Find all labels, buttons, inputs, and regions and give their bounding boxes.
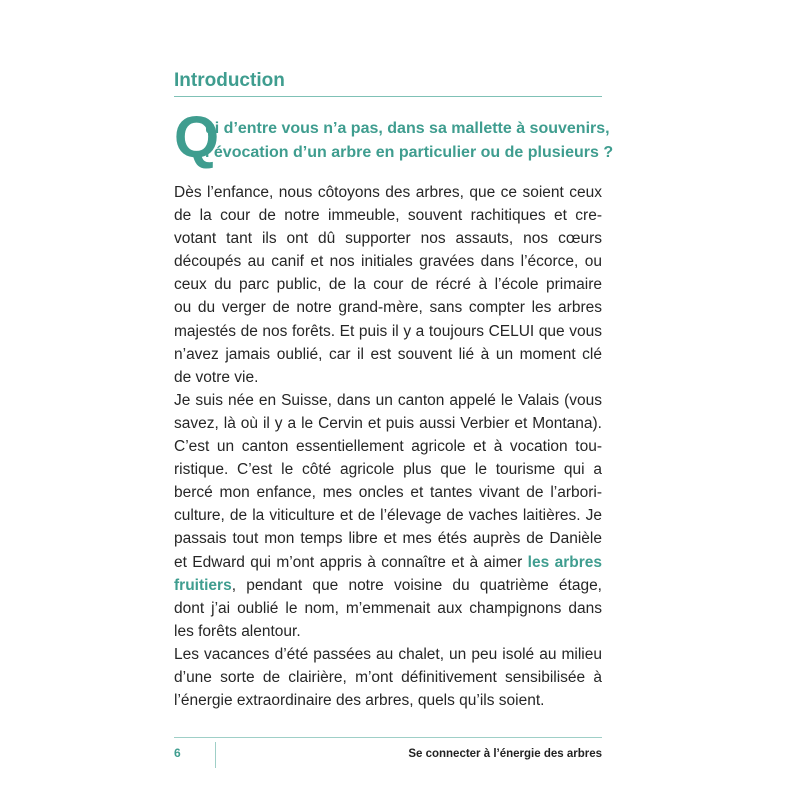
body-line: d’une sorte de clairière, m’ont définitivement sensibilisée à — [174, 668, 602, 686]
body-line: culture, de la viticulture et de l’élevage de vaches laitières. Je — [174, 507, 602, 525]
body-line-with-highlight — [174, 551, 602, 574]
body-text-fragment: , pendant que notre voisine du quatrième étage, — [231, 576, 602, 594]
footer-separator — [215, 742, 216, 768]
section-title: Introduction — [174, 70, 285, 91]
body-line: passais tout mon temps libre et mes étés auprès de Danièle — [174, 530, 602, 548]
page-number: 6 — [174, 746, 181, 760]
body-line: Dès l’enfance, nous côtoyons des arbres, que ce soient ceux — [174, 184, 602, 201]
lead-text — [205, 117, 615, 165]
body-line: dont j’ai oublié le nom, m’emmenait aux champignons dans — [174, 599, 602, 617]
running-title: Se connecter à l’énergie des arbres — [408, 748, 602, 760]
footer-rule — [174, 737, 602, 738]
body-line: de votre vie. — [174, 368, 259, 386]
drop-cap: Q — [174, 105, 220, 170]
body-line: ristique. C’est le côté agricole plus que le tourisme qui a — [174, 461, 602, 479]
body-line: C’est un canton essentiellement agricole et à vocation tou- — [174, 438, 602, 456]
body-line: découpés au canif et nos initiales gravées dans l’écorce, ou — [174, 253, 602, 271]
body-line: Je suis née en Suisse, dans un canton appelé le Valais (vous — [174, 391, 602, 409]
body-line: savez, là où il y a le Cervin et puis aussi Verbier et Montana). — [174, 414, 602, 432]
body-line: ou du verger de notre grand-mère, sans compter les arbres — [174, 299, 602, 317]
highlight-text: les arbres — [527, 553, 602, 571]
body-line: majestés de nos forêts. Et puis il y a toujours CELUI que vous — [174, 322, 602, 340]
section-header — [174, 68, 602, 97]
body-line-with-highlight — [174, 574, 602, 597]
body-line: ceux du parc public, de la cour de récré à l’école primaire — [174, 276, 602, 294]
title-rule — [174, 96, 602, 97]
body-line: Les vacances d’été passées au chalet, un peu isolé au milieu — [174, 645, 602, 663]
highlight-text: fruitiers — [174, 576, 232, 594]
lead-paragraph — [174, 105, 614, 170]
body-text-fragment: et Edward qui m’ont appris à connaître et à aimer — [174, 553, 528, 571]
body-line: n’avez jamais oublié, car il est souvent lié à un moment clé — [174, 345, 602, 363]
body-line: bercé mon enfance, mes oncles et tantes vivant de l’arbori- — [174, 484, 602, 502]
lead-line-2: l’évocation d’un arbre en particulier ou de plusieurs ? — [205, 144, 614, 161]
lead-line-1: ui d’entre vous n’a pas, dans sa mallette à souvenirs, — [205, 120, 610, 137]
body-line: l’énergie extraordinaire des arbres, quels qu’ils soient. — [174, 692, 545, 710]
body-text — [174, 181, 602, 712]
body-line: de la cour de notre immeuble, souvent rachitiques et cre- — [174, 207, 602, 225]
body-line: votant tant ils ont dû supporter nos assauts, nos cœurs — [174, 230, 602, 248]
body-line: les forêts alentour. — [174, 622, 301, 640]
